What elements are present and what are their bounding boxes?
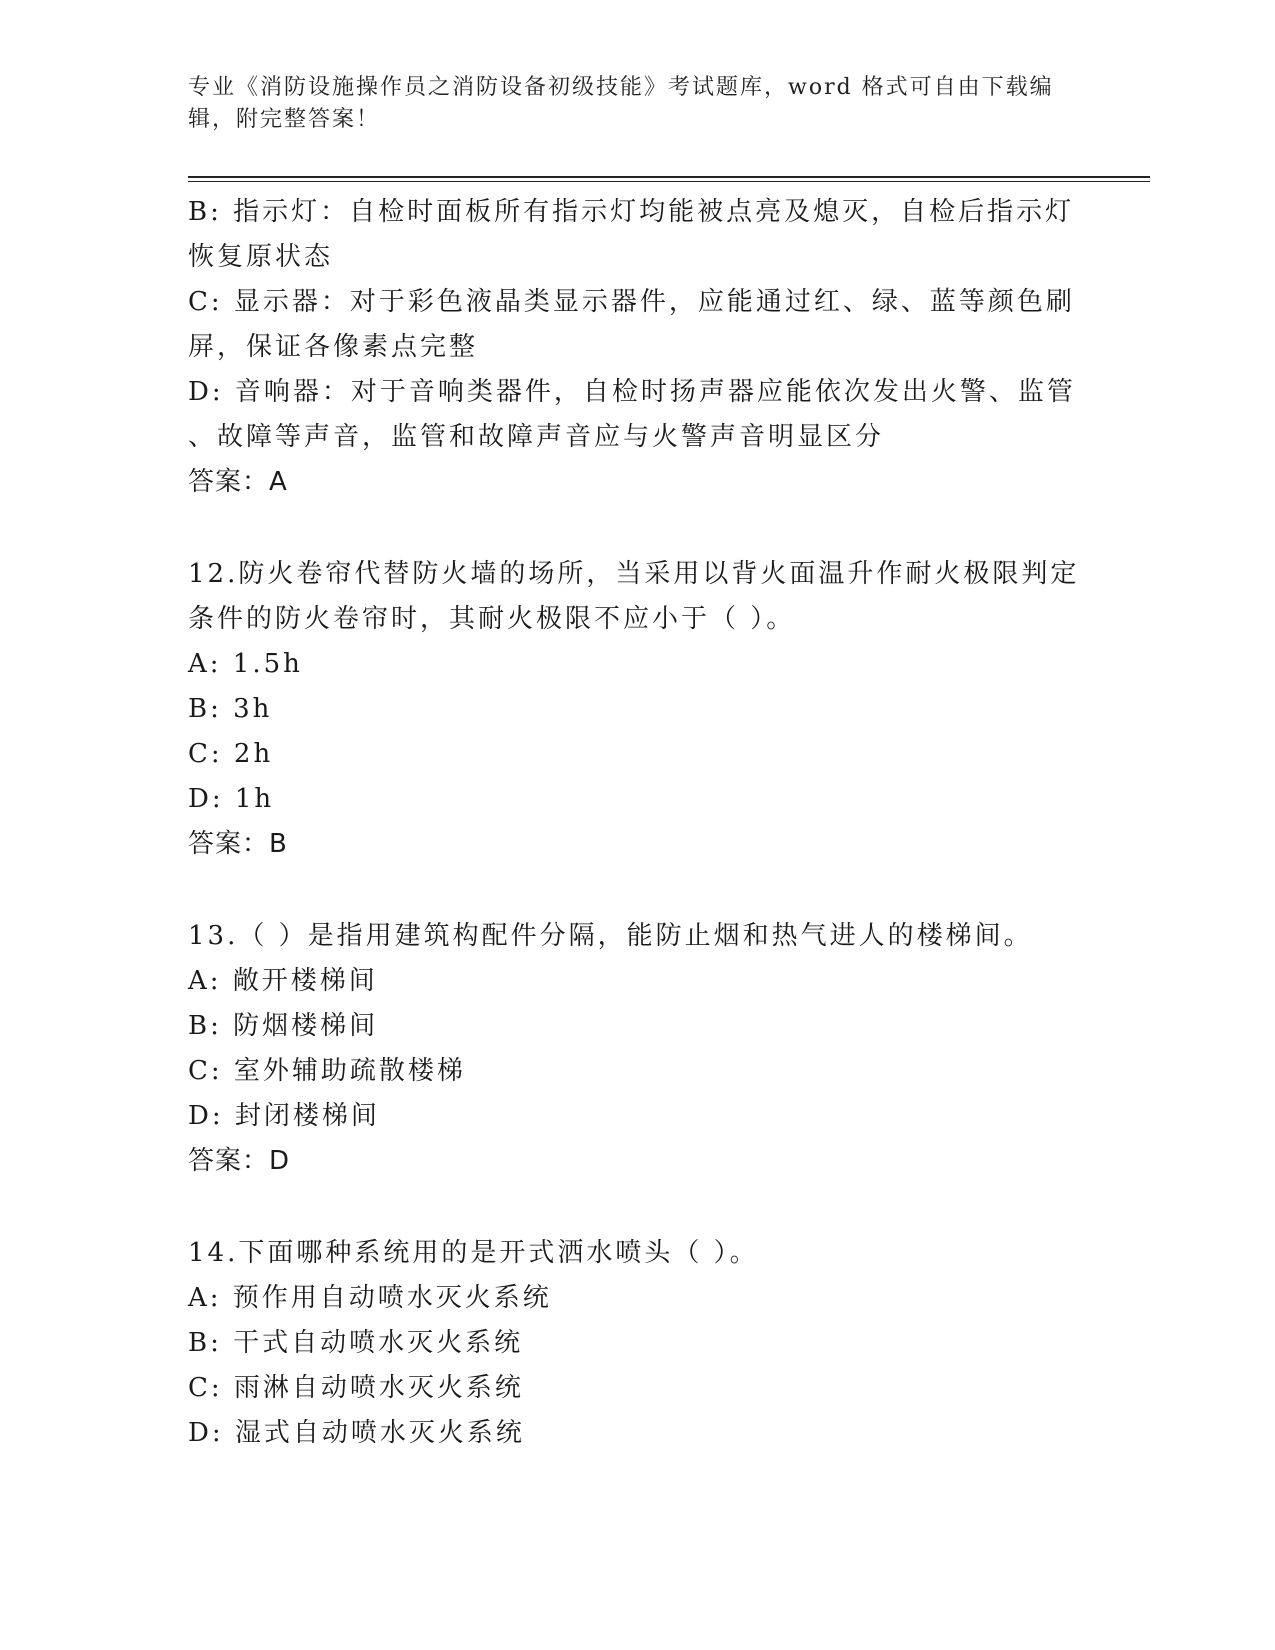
q12-option-a: A: 1.5h [188, 649, 303, 679]
q14-option-a: A: 预作用自动喷水灭火系统 [188, 1283, 552, 1313]
q13-option-c: C: 室外辅助疏散楼梯 [188, 1056, 466, 1086]
q11-answer: 答案：A [188, 467, 288, 497]
q14-option-c: C: 雨淋自动喷水灭火系统 [188, 1373, 524, 1403]
spacer [188, 1184, 1088, 1231]
page-header [188, 72, 1088, 136]
q12-option-c: C: 2h [188, 739, 274, 769]
header-line-1: 专业《消防设施操作员之消防设备初级技能》考试题库，word 格式可自由下载编 [188, 75, 1054, 100]
q14-option-b: B: 干式自动喷水灭火系统 [188, 1328, 524, 1358]
q12-option-d: D: 1h [188, 784, 275, 814]
header-rule-thin [188, 181, 1150, 182]
question-content [188, 190, 1088, 1456]
header-rule-thick [188, 176, 1150, 178]
q11-option-c-line1: C: 显示器：对于彩色液晶类显示器件，应能通过红、绿、蓝等颜色刷 [188, 287, 1075, 317]
q13-option-d: D: 封闭楼梯间 [188, 1101, 380, 1131]
q12-stem-line1: 12.防火卷帘代替防火墙的场所，当采用以背火面温升作耐火极限判定 [188, 559, 1080, 589]
q11-option-c-line2: 屏，保证各像素点完整 [188, 332, 479, 362]
q11-option-b-line1: B: 指示灯：自检时面板所有指示灯均能被点亮及熄灭，自检后指示灯 [188, 197, 1075, 227]
spacer [188, 867, 1088, 914]
spacer [188, 505, 1088, 552]
q14-stem-line1: 14.下面哪种系统用的是开式洒水喷头（ ）。 [188, 1238, 759, 1268]
q11-option-b-line2: 恢复原状态 [188, 242, 334, 272]
q13-stem-line1: 13.（ ）是指用建筑构配件分隔，能防止烟和热气进人的楼梯间。 [188, 921, 1033, 951]
q14-option-d: D: 湿式自动喷水灭火系统 [188, 1418, 525, 1448]
q12-stem-line2: 条件的防火卷帘时，其耐火极限不应小于（ ）。 [188, 604, 796, 634]
q13-option-a: A: 敞开楼梯间 [188, 966, 378, 996]
q13-answer: 答案：D [188, 1146, 291, 1176]
q12-option-b: B: 3h [188, 694, 273, 724]
header-line-2: 辑，附完整答案！ [188, 107, 381, 132]
q11-option-d-line1: D: 音响器：对于音响类器件，自检时扬声器应能依次发出火警、监管 [188, 377, 1076, 407]
q12-answer: 答案：B [188, 829, 288, 859]
q11-option-d-line2: 、故障等声音，监管和故障声音应与火警声音明显区分 [188, 422, 885, 452]
q13-option-b: B: 防烟楼梯间 [188, 1011, 379, 1041]
